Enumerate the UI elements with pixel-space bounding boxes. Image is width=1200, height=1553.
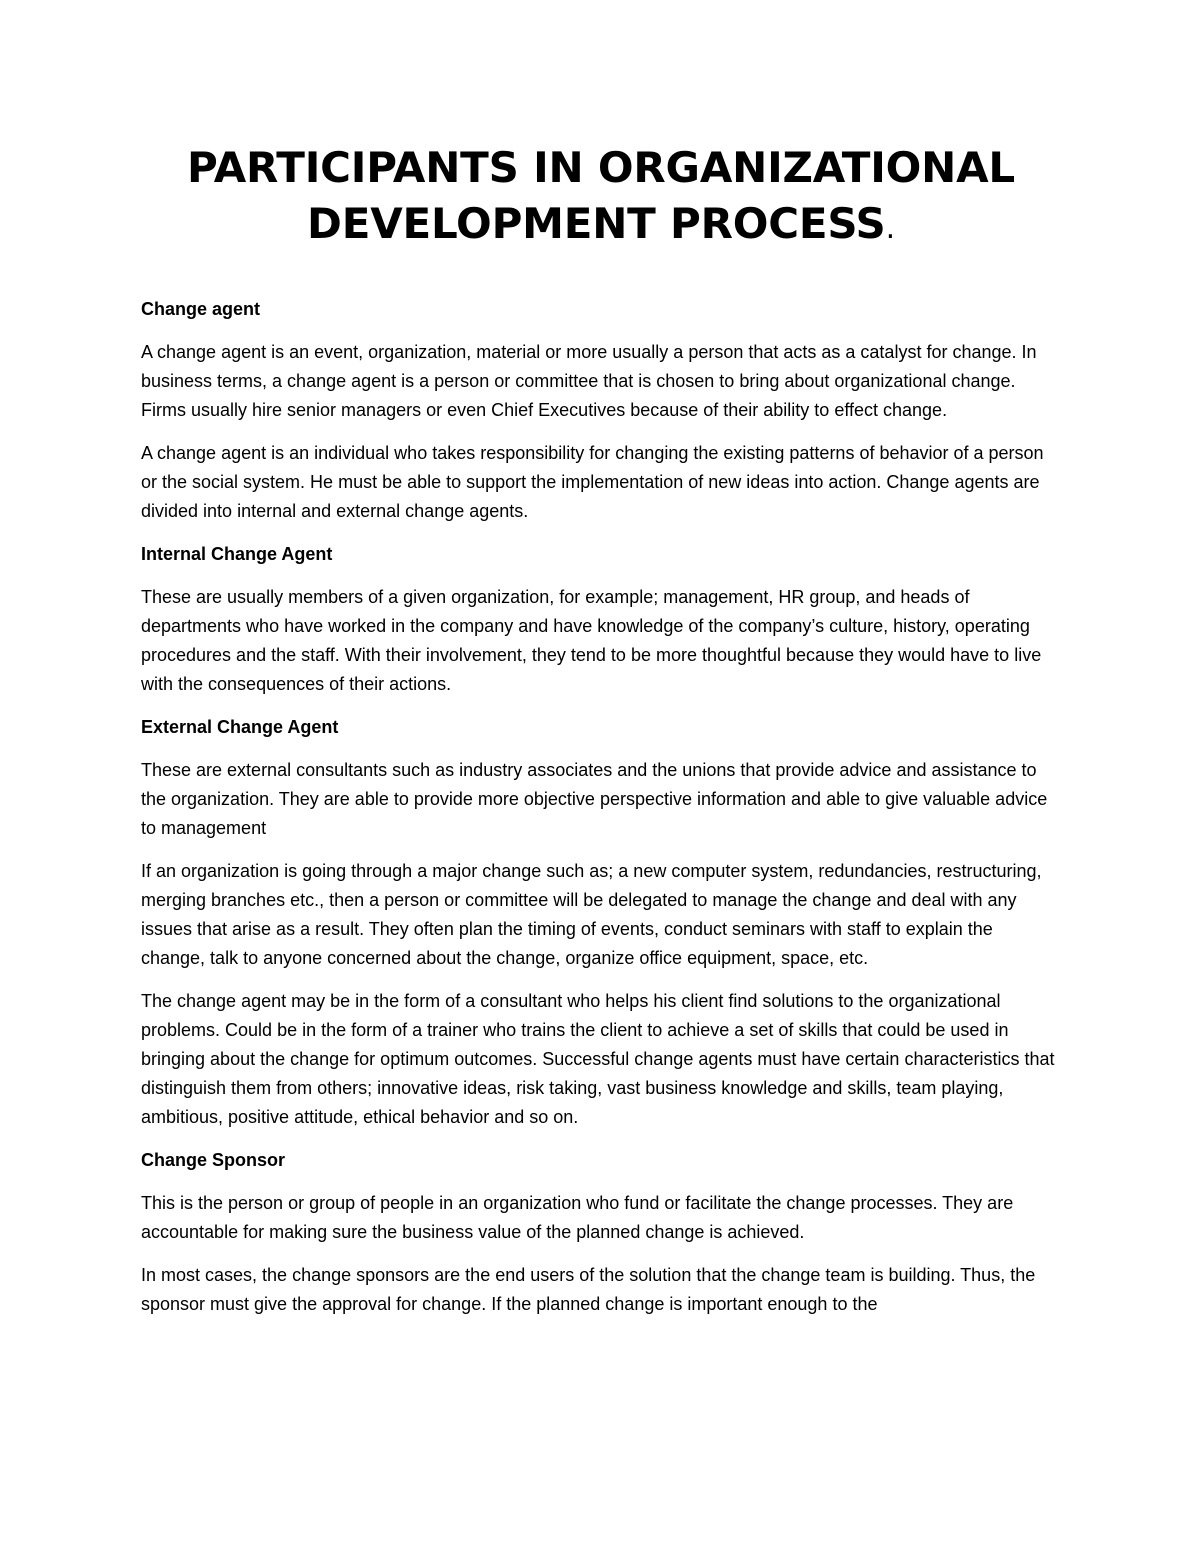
section-internal-change-agent — [141, 540, 1061, 699]
paragraph: These are external consultants such as industry associates and the unions that provide advice and assistance to the organization. They are able to provide more objective perspective information and able to give valuable advice to management — [141, 760, 1048, 838]
section-heading: External Change Agent — [141, 717, 339, 737]
section-heading: Change agent — [141, 299, 261, 319]
section-change-sponsor — [141, 1146, 1061, 1319]
paragraph: A change agent is an individual who takes responsibility for changing the existing patterns of behavior of a person or the social system. He must be able to support the implementation of new ideas into action. Change agents are divided into internal and external change agents. — [141, 443, 1044, 521]
paragraph: If an organization is going through a major change such as; a new computer system, redundancies, restructuring, merging branches etc., then a person or committee will be delegated to manage the change and deal with any issues that arise as a result. They often plan the timing of events, conduct seminars with staff to explain the change, talk to anyone concerned about the change, organize office equipment, space, etc. — [141, 861, 1042, 968]
document-title-punctuation: . — [885, 211, 895, 246]
paragraph: These are usually members of a given organization, for example; management, HR group, and heads of departments who have worked in the company and have knowledge of the company’s culture, history, operating procedures and the staff. With their involvement, they tend to be more thoughtful because they would have to live with the consequences of their actions. — [141, 587, 1042, 694]
paragraph: This is the person or group of people in an organization who fund or facilitate the change processes. They are accountable for making sure the business value of the planned change is achieved. — [141, 1193, 1014, 1242]
section-heading: Internal Change Agent — [141, 544, 333, 564]
section-external-change-agent — [141, 713, 1061, 1132]
section-change-agent — [141, 295, 1061, 526]
paragraph: The change agent may be in the form of a consultant who helps his client find solutions to the organizational problems. Could be in the form of a trainer who trains the client to achieve a set of skills that could be used in bringing about the change for optimum outcomes. Successful change agents must have certain characteristics that distinguish them from others; innovative ideas, risk taking, vast business knowledge and skills, team playing, ambitious, positive attitude, ethical behavior and so on. — [141, 991, 1055, 1127]
paragraph: In most cases, the change sponsors are the end users of the solution that the change team is building. Thus, the sponsor must give the approval for change. If the planned change is important enough to the — [141, 1265, 1036, 1314]
document-title — [141, 140, 1061, 257]
paragraph: A change agent is an event, organization, material or more usually a person that acts as a catalyst for change. In business terms, a change agent is a person or committee that is chosen to bring about organizational change. Firms usually hire senior managers or even Chief Executives because of their ability to effect change. — [141, 342, 1037, 420]
section-heading: Change Sponsor — [141, 1150, 286, 1170]
document-page — [141, 140, 1061, 1333]
document-title-text: PARTICIPANTS IN ORGANIZATIONAL DEVELOPMENT PROCESS — [186, 143, 1015, 248]
